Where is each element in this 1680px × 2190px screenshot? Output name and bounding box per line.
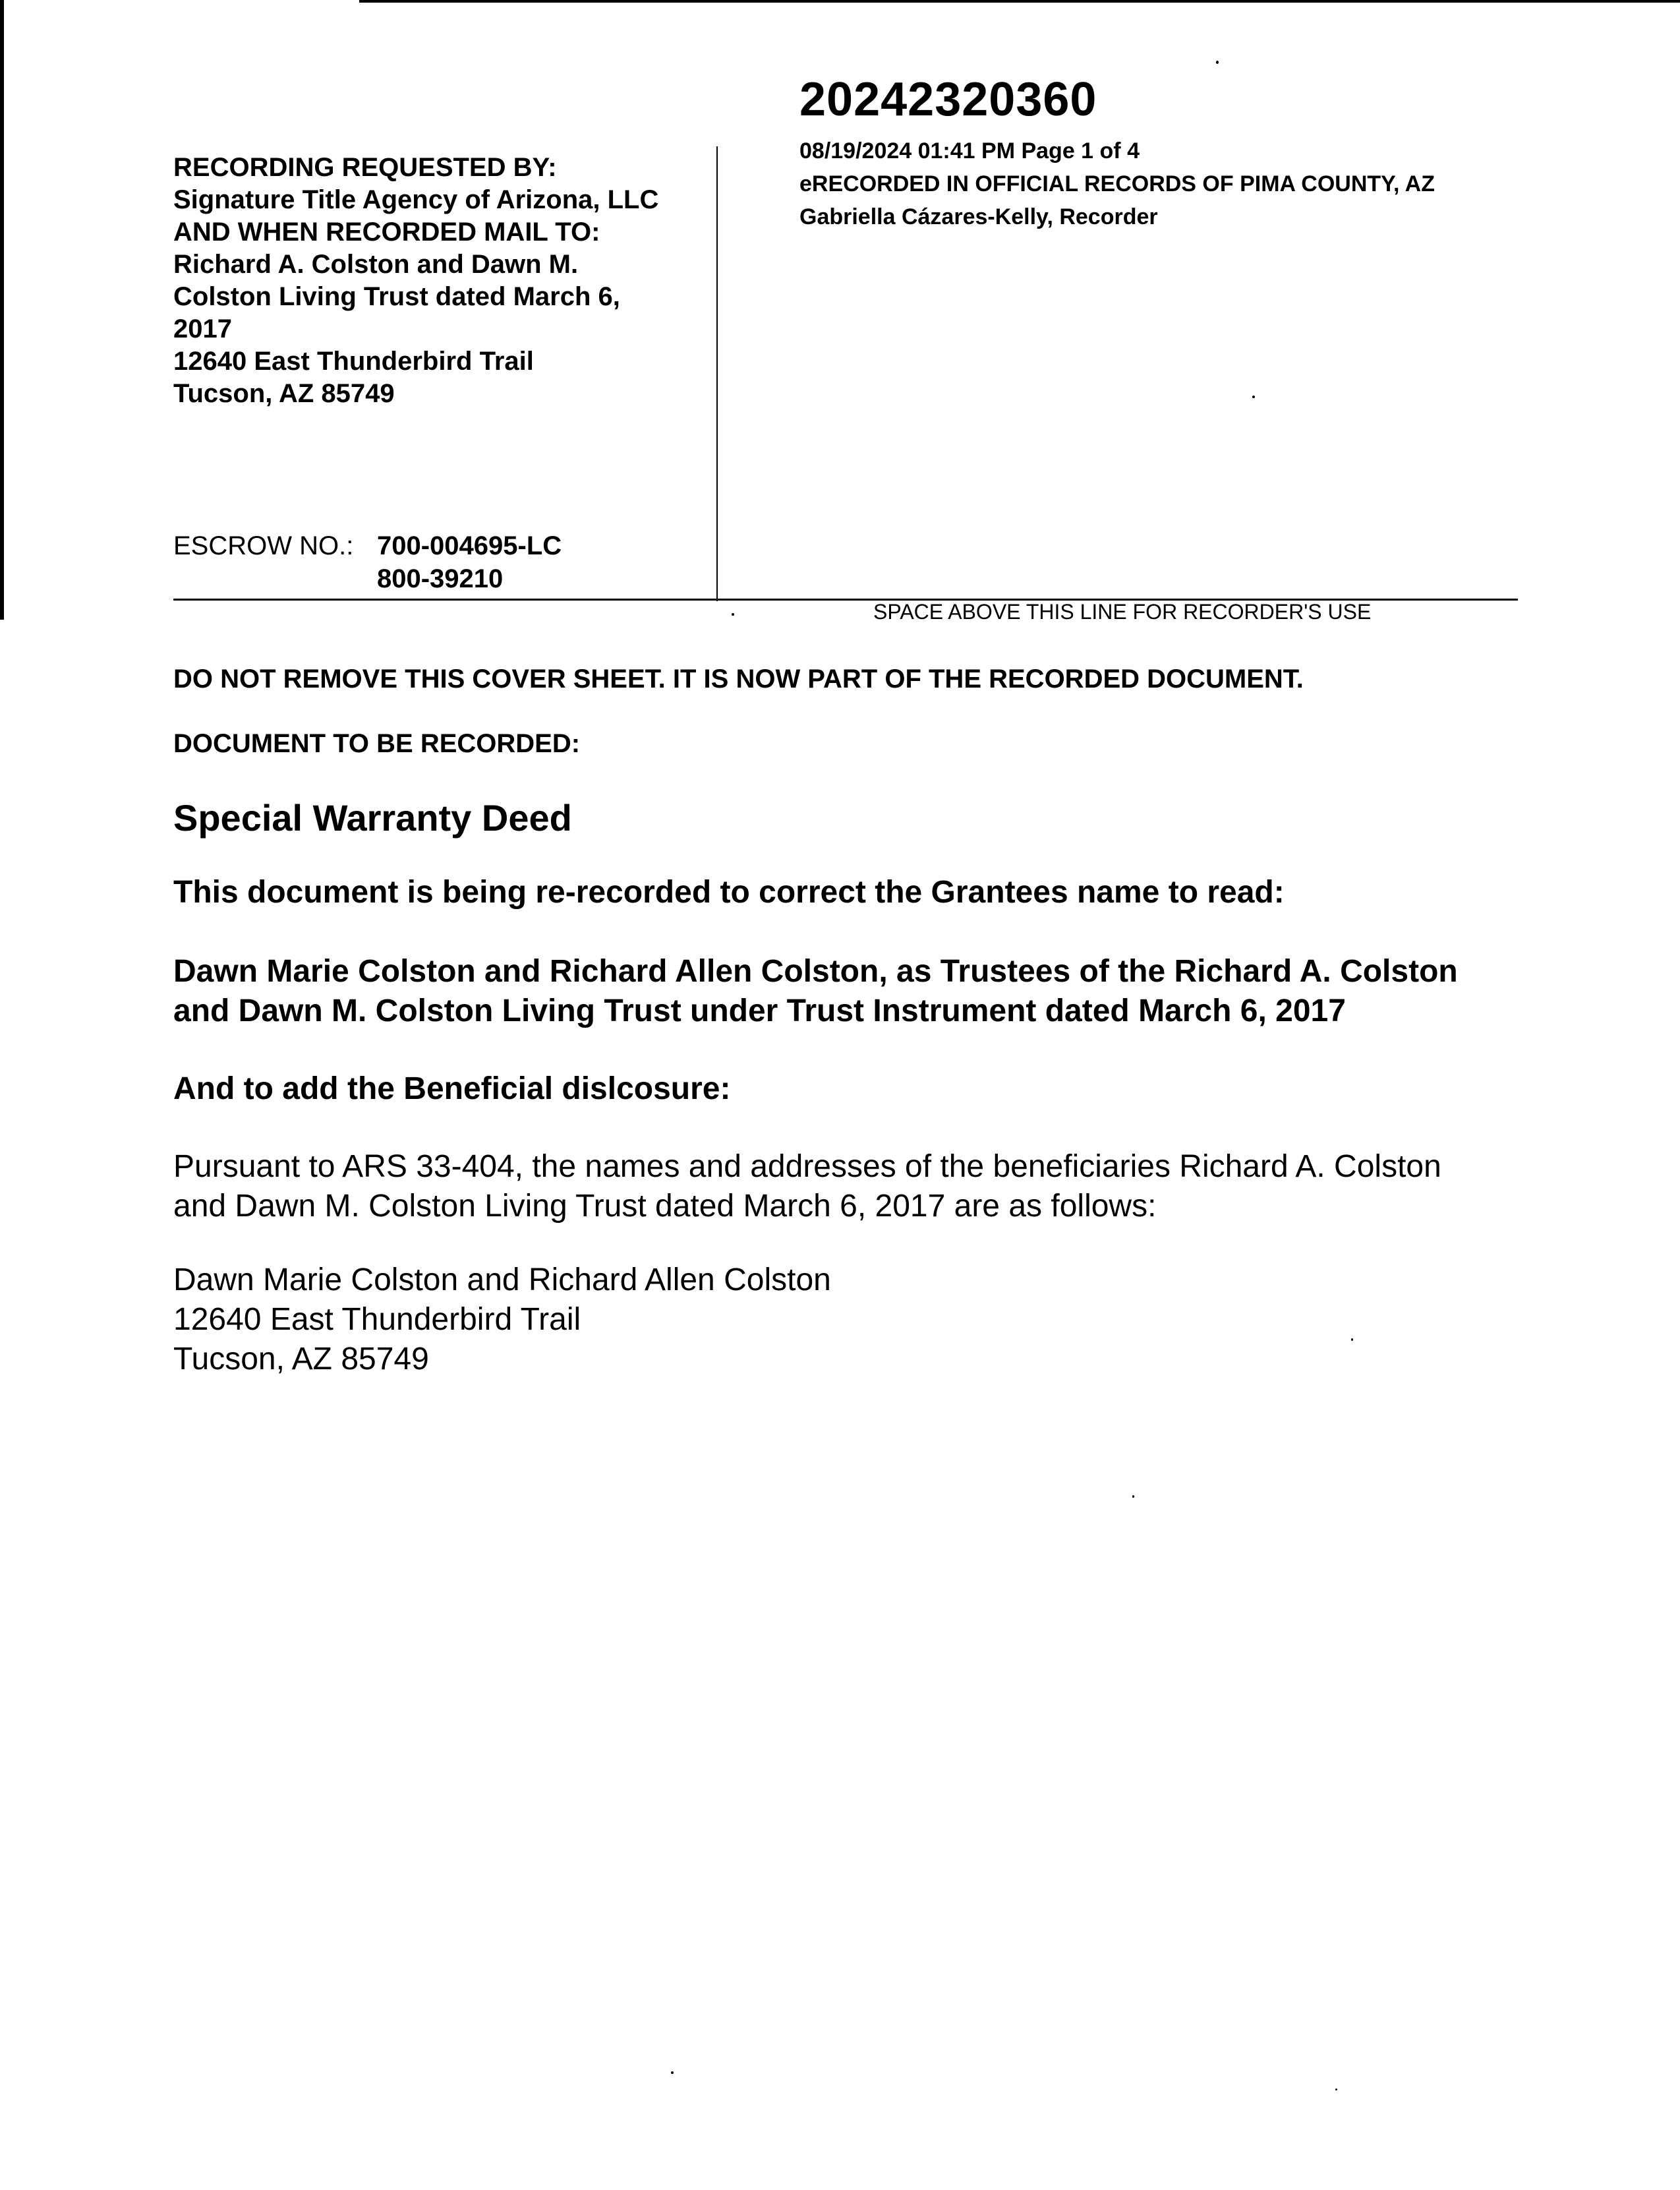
recorder-name: Gabriella Cázares-Kelly, Recorder [799, 204, 1158, 229]
document-to-be-recorded-label: DOCUMENT TO BE RECORDED: [173, 729, 581, 758]
requested-by-value: Signature Title Agency of Arizona, LLC [173, 185, 659, 214]
pursuant-line: and Dawn M. Colston Living Trust dated March 6, 2017 are as follows: [173, 1189, 1157, 1224]
scan-speck [671, 2071, 674, 2074]
scan-speck [1216, 61, 1219, 64]
requested-by-label: RECORDING REQUESTED BY: [173, 153, 557, 182]
pursuant-paragraph [173, 1147, 1590, 1226]
grantee-line: and Dawn M. Colston Living Trust under Trust Instrument dated March 6, 2017 [173, 993, 1346, 1028]
escrow-number: 800-39210 [377, 564, 504, 593]
mail-to-line: Richard A. Colston and Dawn M. [173, 250, 579, 279]
scan-edge-top [359, 0, 1680, 3]
scan-speck [1132, 1495, 1134, 1498]
recording-requested-block [173, 152, 701, 410]
scan-speck [1335, 2088, 1337, 2090]
escrow-number: 700-004695-LC [377, 531, 562, 560]
scan-edge-left [0, 0, 4, 620]
recorded-in: eRECORDED IN OFFICIAL RECORDS OF PIMA COUNTY, AZ [799, 171, 1435, 196]
mail-to-line: Colston Living Trust dated March 6, [173, 282, 620, 311]
grantee-line: Dawn Marie Colston and Richard Allen Colston, as Trustees of the Richard A. Colston [173, 954, 1458, 989]
escrow-label: ESCROW NO.: [173, 531, 354, 560]
deed-title: Special Warranty Deed [173, 797, 572, 839]
recorder-space-note: SPACE ABOVE THIS LINE FOR RECORDER'S USE [873, 600, 1372, 624]
beneficiary-address-line: 12640 East Thunderbird Trail [173, 1302, 581, 1337]
mail-to-label: AND WHEN RECORDED MAIL TO: [173, 218, 600, 247]
mail-to-line: 12640 East Thunderbird Trail [173, 347, 534, 376]
mail-to-line: 2017 [173, 314, 232, 343]
beneficiary-address [173, 1260, 831, 1379]
beneficiary-address-line: Tucson, AZ 85749 [173, 1342, 429, 1376]
scan-speck [1252, 396, 1255, 398]
rerecord-statement: This document is being re-recorded to correct the Grantees name to read: [173, 875, 1285, 910]
cover-sheet-notice: DO NOT REMOVE THIS COVER SHEET. IT IS NOW PART OF THE RECORDED DOCUMENT. [173, 665, 1304, 694]
header-divider-vertical [716, 146, 718, 601]
pursuant-line: Pursuant to ARS 33-404, the names and addresses of the beneficiaries Richard A. Colston [173, 1149, 1441, 1184]
beneficiary-address-line: Dawn Marie Colston and Richard Allen Colston [173, 1262, 831, 1297]
scan-speck [732, 613, 734, 616]
scan-speck [1351, 1338, 1353, 1341]
recording-datetime-page: 08/19/2024 01:41 PM Page 1 of 4 [799, 138, 1140, 163]
grantee-names [173, 952, 1557, 1031]
document-number: 20242320360 [799, 73, 1097, 126]
mail-to-line: Tucson, AZ 85749 [173, 379, 395, 408]
beneficial-disclosure-heading: And to add the Beneficial dislcosure: [173, 1071, 731, 1106]
